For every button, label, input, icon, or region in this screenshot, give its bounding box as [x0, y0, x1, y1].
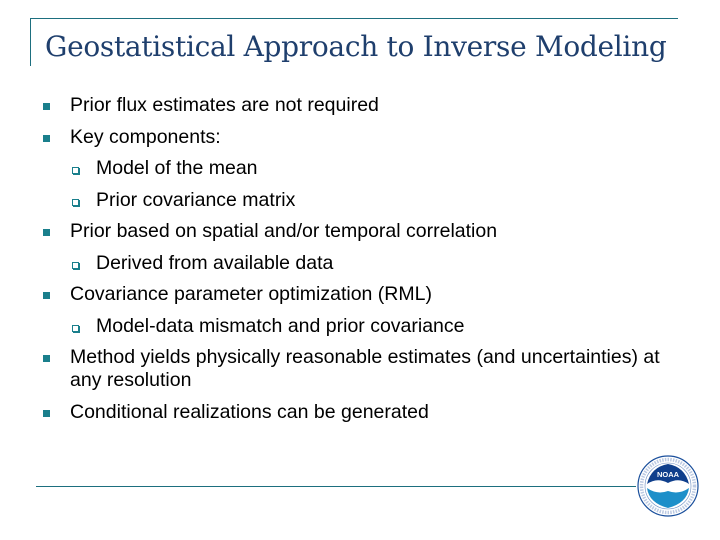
bullet-text: Key components: — [70, 125, 221, 148]
bullet-text: Method yields physically reasonable estimates (and uncertainties) at any resolution — [70, 346, 660, 391]
square-bullet-icon — [43, 103, 50, 110]
logo-text: NOAA — [656, 470, 680, 479]
square-bullet-icon — [43, 229, 50, 236]
bullet-list — [0, 94, 660, 432]
slide-title: Geostatistical Approach to Inverse Modeling — [45, 30, 667, 63]
bullet-text: Prior flux estimates are not required — [70, 94, 379, 116]
sub-bullet-item — [0, 189, 660, 212]
hollow-square-bullet-icon — [72, 167, 79, 174]
bullet-item — [0, 220, 660, 243]
bullet-text: Conditional realizations can be generated — [70, 400, 429, 423]
bullet-item — [0, 346, 660, 392]
hollow-square-bullet-icon — [72, 325, 79, 332]
title-frame-top-line — [30, 18, 678, 19]
bullet-item — [0, 94, 660, 117]
bullet-item — [0, 283, 660, 306]
bullet-text: Covariance parameter optimization (RML) — [70, 283, 432, 305]
square-bullet-icon — [43, 292, 50, 299]
hollow-square-bullet-icon — [72, 262, 79, 269]
hollow-square-bullet-icon — [72, 199, 79, 206]
sub-bullet-item — [0, 315, 660, 338]
sub-bullet-text: Prior covariance matrix — [96, 188, 296, 211]
sub-bullet-item — [0, 252, 660, 275]
square-bullet-icon — [43, 135, 50, 142]
square-bullet-icon — [43, 355, 50, 362]
title-frame-left-line — [30, 18, 31, 66]
bullet-item — [0, 126, 660, 149]
sub-bullet-text: Model-data mismatch and prior covariance — [96, 314, 465, 337]
square-bullet-icon — [43, 410, 50, 417]
footer-divider — [36, 486, 636, 487]
sub-bullet-item — [0, 157, 660, 180]
bullet-text: Prior based on spatial and/or temporal correlation — [70, 220, 498, 242]
sub-bullet-text: Model of the mean — [96, 157, 258, 179]
sub-bullet-text: Derived from available data — [96, 251, 334, 274]
bullet-item — [0, 401, 660, 424]
noaa-logo-icon — [637, 455, 699, 517]
